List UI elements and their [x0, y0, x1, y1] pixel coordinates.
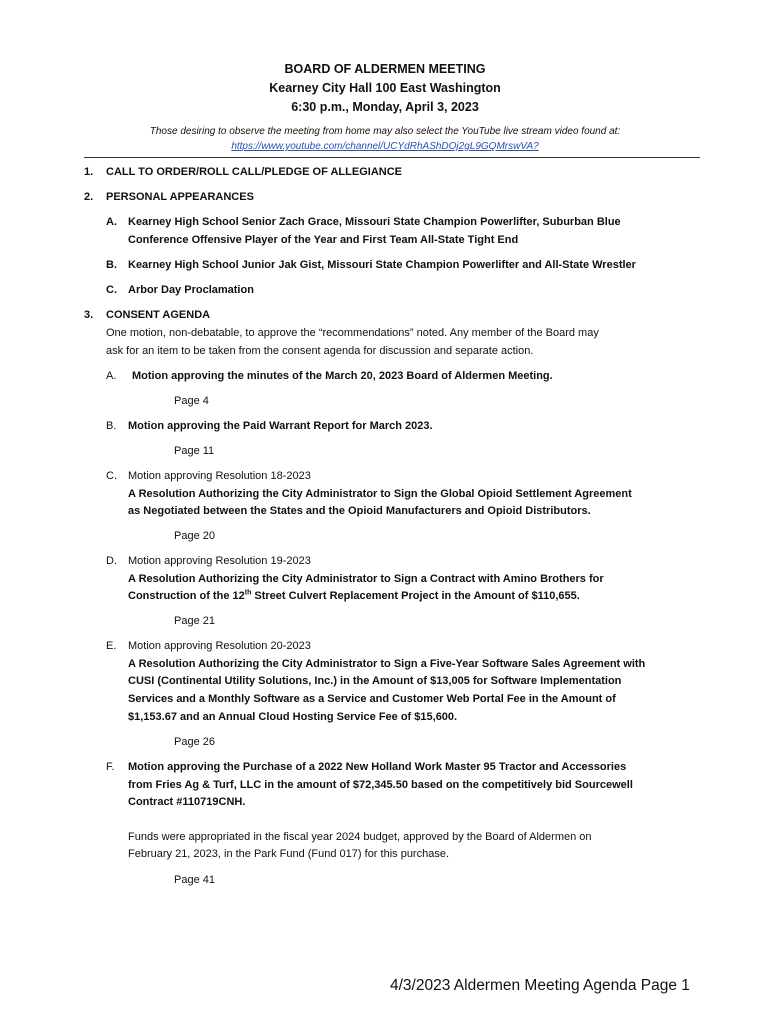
item-3d-letter: D. — [106, 555, 117, 567]
section-1-number: 1. — [84, 166, 94, 178]
item-2b-letter: B. — [106, 259, 117, 271]
section-2-number: 2. — [84, 191, 94, 203]
consent-intro-line2: ask for an item to be taken from the consent agenda for discussion and separate action. — [106, 345, 534, 357]
item-2c-letter: C. — [106, 284, 117, 296]
item-3d-line1: Motion approving Resolution 19-2023 — [128, 555, 311, 567]
item-3e-line2: A Resolution Authorizing the City Administrator to Sign a Five-Year Software Sales Agreement with — [128, 658, 646, 670]
item-3f-line3: Contract #110719CNH. — [128, 796, 246, 808]
item-3f-line1: Motion approving the Purchase of a 2022 New Holland Work Master 95 Tractor and Accessories — [128, 761, 627, 773]
observe-note-text: Those desiring to observe the meeting from home may also select the YouTube live stream video found at: — [149, 126, 621, 137]
section-3-title: CONSENT AGENDA — [106, 309, 211, 321]
item-3a-line1: Motion approving the minutes of the March 20, 2023 Board of Aldermen Meeting. — [132, 370, 553, 382]
section-2-title: PERSONAL APPEARANCES — [106, 191, 254, 203]
item-3d-line3-start: Construction of the 12 — [128, 590, 245, 602]
youtube-link[interactable]: https://www.youtube.com/channel/UCYdRhAShDOj2gL9GQMrswVA? — [231, 141, 539, 152]
meeting-datetime: 6:30 p.m., Monday, April 3, 2023 — [291, 100, 479, 114]
section-1-title: CALL TO ORDER/ROLL CALL/PLEDGE OF ALLEGIANCE — [106, 166, 402, 178]
item-3e-line4: Services and a Monthly Software as a Service and Customer Web Portal Fee in the Amount of — [128, 693, 616, 705]
meeting-title: BOARD OF ALDERMEN MEETING — [284, 62, 486, 76]
item-3f-letter: F. — [106, 761, 115, 773]
item-3c-letter: C. — [106, 470, 117, 482]
item-3c-line1: Motion approving Resolution 18-2023 — [128, 470, 311, 482]
item-2a-line2: Conference Offensive Player of the Year and First Team All-State Tight End — [128, 234, 519, 246]
item-3d-line2: A Resolution Authorizing the City Administrator to Sign a Contract with Amino Brothers for — [128, 573, 604, 585]
page-footer: 4/3/2023 Aldermen Meeting Agenda Page 1 — [390, 977, 690, 994]
item-3d-line3-end: Street Culvert Replacement Project in the Amount of $110,655. — [251, 590, 580, 602]
item-2a-letter: A. — [106, 216, 117, 228]
item-3f-page: Page 41 — [174, 874, 215, 886]
item-3e-letter: E. — [106, 640, 117, 652]
item-3d-page: Page 21 — [174, 615, 215, 627]
item-3f-note-line2: February 21, 2023, in the Park Fund (Fund 017) for this purchase. — [128, 848, 450, 860]
item-3e-line3: CUSI (Continental Utility Solutions, Inc.) in the Amount of $13,005 for Software Implementation — [128, 675, 622, 687]
consent-intro-line1: One motion, non-debatable, to approve the “recommendations” noted. Any member of the Board may — [106, 327, 599, 339]
item-3a-page: Page 4 — [174, 395, 209, 407]
header-divider — [84, 157, 700, 158]
item-3e-line5: $1,153.67 and an Annual Cloud Hosting Service Fee of $15,600. — [128, 711, 458, 723]
item-3b-line1: Motion approving the Paid Warrant Report for March 2023. — [128, 420, 433, 432]
item-3c-line2: A Resolution Authorizing the City Administrator to Sign the Global Opioid Settlement Agreement — [128, 488, 632, 500]
ordinal-suffix: th — [244, 589, 252, 597]
item-3f-line2: from Fries Ag & Turf, LLC in the amount of $72,345.50 based on the competitively bid Sourcewell — [128, 779, 633, 791]
item-3d-line3 — [128, 588, 580, 605]
item-3f-note-line1: Funds were appropriated in the fiscal year 2024 budget, approved by the Board of Aldermen on — [128, 831, 592, 843]
item-3e-line1: Motion approving Resolution 20-2023 — [128, 640, 311, 652]
item-3b-letter: B. — [106, 420, 117, 432]
agenda-header — [0, 60, 770, 117]
meeting-location: Kearney City Hall 100 East Washington — [269, 81, 501, 95]
item-3e-page: Page 26 — [174, 736, 215, 748]
item-2b-line1: Kearney High School Junior Jak Gist, Missouri State Champion Powerlifter and All-State Wrestler — [128, 259, 636, 271]
item-3a-letter: A. — [106, 370, 117, 382]
observe-note — [0, 124, 770, 154]
item-3c-page: Page 20 — [174, 530, 215, 542]
section-3-number: 3. — [84, 309, 94, 321]
item-3c-line3: as Negotiated between the States and the Opioid Manufacturers and Opioid Distributors. — [128, 505, 591, 517]
item-2a-line1: Kearney High School Senior Zach Grace, Missouri State Champion Powerlifter, Suburban Blue — [128, 216, 621, 228]
item-2c-line1: Arbor Day Proclamation — [128, 284, 254, 296]
item-3b-page: Page 11 — [174, 445, 215, 457]
